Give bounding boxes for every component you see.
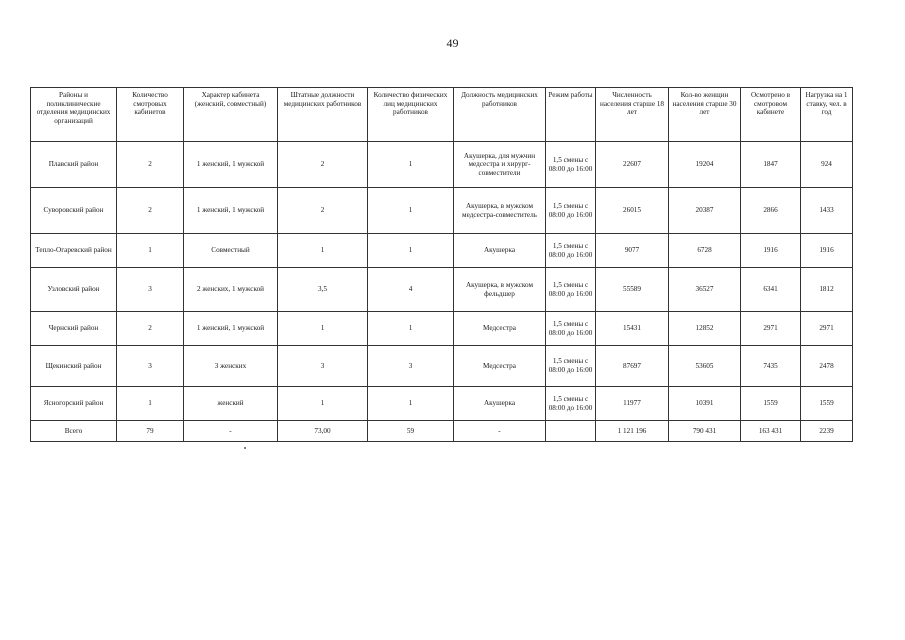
- table-cell: 19204: [669, 142, 741, 188]
- table-cell: 3: [117, 346, 184, 387]
- table-cell: 1,5 смены с 08:00 до 16:00: [546, 234, 596, 268]
- table-cell: 1: [117, 234, 184, 268]
- table-cell: женский: [184, 387, 278, 421]
- column-header: Должность медицинских работников: [454, 88, 546, 142]
- table-cell: 1812: [801, 268, 853, 312]
- table-cell: 1: [368, 188, 454, 234]
- table-row: [31, 142, 853, 188]
- table-cell: 2: [117, 312, 184, 346]
- table-cell: 7435: [741, 346, 801, 387]
- table-header-row: [31, 88, 853, 142]
- table-cell: 6728: [669, 234, 741, 268]
- table-cell: 1: [278, 234, 368, 268]
- table-total-row: [31, 421, 853, 442]
- table-cell: 20387: [669, 188, 741, 234]
- table-cell: 1: [368, 142, 454, 188]
- table-cell: Узловский район: [31, 268, 117, 312]
- table-cell: 1: [278, 312, 368, 346]
- table-cell: 11977: [596, 387, 669, 421]
- table-cell: 1,5 смены с 08:00 до 16:00: [546, 188, 596, 234]
- table-cell: Акушерка, в мужском фельдшер: [454, 268, 546, 312]
- table-cell: 22607: [596, 142, 669, 188]
- table-cell: 2: [117, 142, 184, 188]
- table-cell: 1433: [801, 188, 853, 234]
- table-cell: 53605: [669, 346, 741, 387]
- table-cell: Акушерка, в мужском медсестра-совместитель: [454, 188, 546, 234]
- table-cell: Тепло-Огаревский район: [31, 234, 117, 268]
- table-cell: -: [454, 421, 546, 442]
- table-cell: 924: [801, 142, 853, 188]
- table-cell: 3: [368, 346, 454, 387]
- table-row: [31, 188, 853, 234]
- table-cell: 10391: [669, 387, 741, 421]
- table-row: [31, 387, 853, 421]
- table-cell: 2971: [741, 312, 801, 346]
- table-cell: 1: [278, 387, 368, 421]
- table-cell: 2: [278, 142, 368, 188]
- column-header: Нагрузка на 1 ставку, чел. в год: [801, 88, 853, 142]
- table-cell: 2: [117, 188, 184, 234]
- table-cell: Чернский район: [31, 312, 117, 346]
- table-cell: 6341: [741, 268, 801, 312]
- table-cell: 1: [368, 234, 454, 268]
- table-cell: [546, 421, 596, 442]
- table-cell: 2478: [801, 346, 853, 387]
- table-row: [31, 268, 853, 312]
- table-cell: 2971: [801, 312, 853, 346]
- table-cell: 3: [278, 346, 368, 387]
- table-cell: 15431: [596, 312, 669, 346]
- table-cell: 4: [368, 268, 454, 312]
- column-header: Кол-во женщин населения старше 30 лет: [669, 88, 741, 142]
- table-cell: -: [184, 421, 278, 442]
- table-cell: 1: [368, 387, 454, 421]
- table-cell: 2866: [741, 188, 801, 234]
- table-cell: 1,5 смены с 08:00 до 16:00: [546, 346, 596, 387]
- table-cell: 2 женских, 1 мужской: [184, 268, 278, 312]
- table-cell: 36527: [669, 268, 741, 312]
- column-header: Характер кабинета (женский, совместный): [184, 88, 278, 142]
- table-cell: 1916: [741, 234, 801, 268]
- table-row: [31, 312, 853, 346]
- table-cell: 9077: [596, 234, 669, 268]
- table-cell: 1 женский, 1 мужской: [184, 312, 278, 346]
- table-row: [31, 346, 853, 387]
- table-cell: 2239: [801, 421, 853, 442]
- scan-speck: [244, 447, 246, 449]
- column-header: Штатные должности медицинских работников: [278, 88, 368, 142]
- table-cell: Всего: [31, 421, 117, 442]
- table-cell: 1847: [741, 142, 801, 188]
- table-cell: Ясногорский район: [31, 387, 117, 421]
- table-cell: 1: [117, 387, 184, 421]
- table-cell: 1559: [801, 387, 853, 421]
- table-cell: Медсестра: [454, 312, 546, 346]
- table-cell: Медсестра: [454, 346, 546, 387]
- table-cell: 1: [368, 312, 454, 346]
- column-header: Количество смотровых кабинетов: [117, 88, 184, 142]
- table-cell: 79: [117, 421, 184, 442]
- table-cell: 12852: [669, 312, 741, 346]
- column-header: Районы и поликлинические отделения медицинских организаций: [31, 88, 117, 142]
- table-cell: 790 431: [669, 421, 741, 442]
- table-cell: 1,5 смены с 08:00 до 16:00: [546, 387, 596, 421]
- table-row: [31, 234, 853, 268]
- table-cell: Акушерка: [454, 387, 546, 421]
- page-number: 49: [446, 36, 459, 50]
- table-cell: 3: [117, 268, 184, 312]
- table-cell: 1,5 смены с 08:00 до 16:00: [546, 142, 596, 188]
- table-cell: 73,00: [278, 421, 368, 442]
- table-cell: 2: [278, 188, 368, 234]
- table-cell: Акушерка, для мужчин медсестра и хирург-совместители: [454, 142, 546, 188]
- table-cell: 1,5 смены с 08:00 до 16:00: [546, 312, 596, 346]
- table-cell: 1559: [741, 387, 801, 421]
- table-cell: 163 431: [741, 421, 801, 442]
- table-cell: 87697: [596, 346, 669, 387]
- table-cell: 55589: [596, 268, 669, 312]
- table-cell: Щекинский район: [31, 346, 117, 387]
- table-cell: 1916: [801, 234, 853, 268]
- column-header: Режим работы: [546, 88, 596, 142]
- table-cell: Совместный: [184, 234, 278, 268]
- table-cell: 3 женских: [184, 346, 278, 387]
- column-header: Количество физических лиц медицинских работников: [368, 88, 454, 142]
- table-cell: Акушерка: [454, 234, 546, 268]
- table-cell: 59: [368, 421, 454, 442]
- table-cell: 1 женский, 1 мужской: [184, 142, 278, 188]
- table-cell: Плавский район: [31, 142, 117, 188]
- table-cell: 3,5: [278, 268, 368, 312]
- column-header: Численность населения старше 18 лет: [596, 88, 669, 142]
- table-cell: 1 женский, 1 мужской: [184, 188, 278, 234]
- table-cell: 26015: [596, 188, 669, 234]
- screening-rooms-table: [30, 87, 853, 442]
- table-cell: 1 121 196: [596, 421, 669, 442]
- column-header: Осмотрено в смотровом кабинете: [741, 88, 801, 142]
- table-cell: 1,5 смены с 08:00 до 16:00: [546, 268, 596, 312]
- table-cell: Суворовский район: [31, 188, 117, 234]
